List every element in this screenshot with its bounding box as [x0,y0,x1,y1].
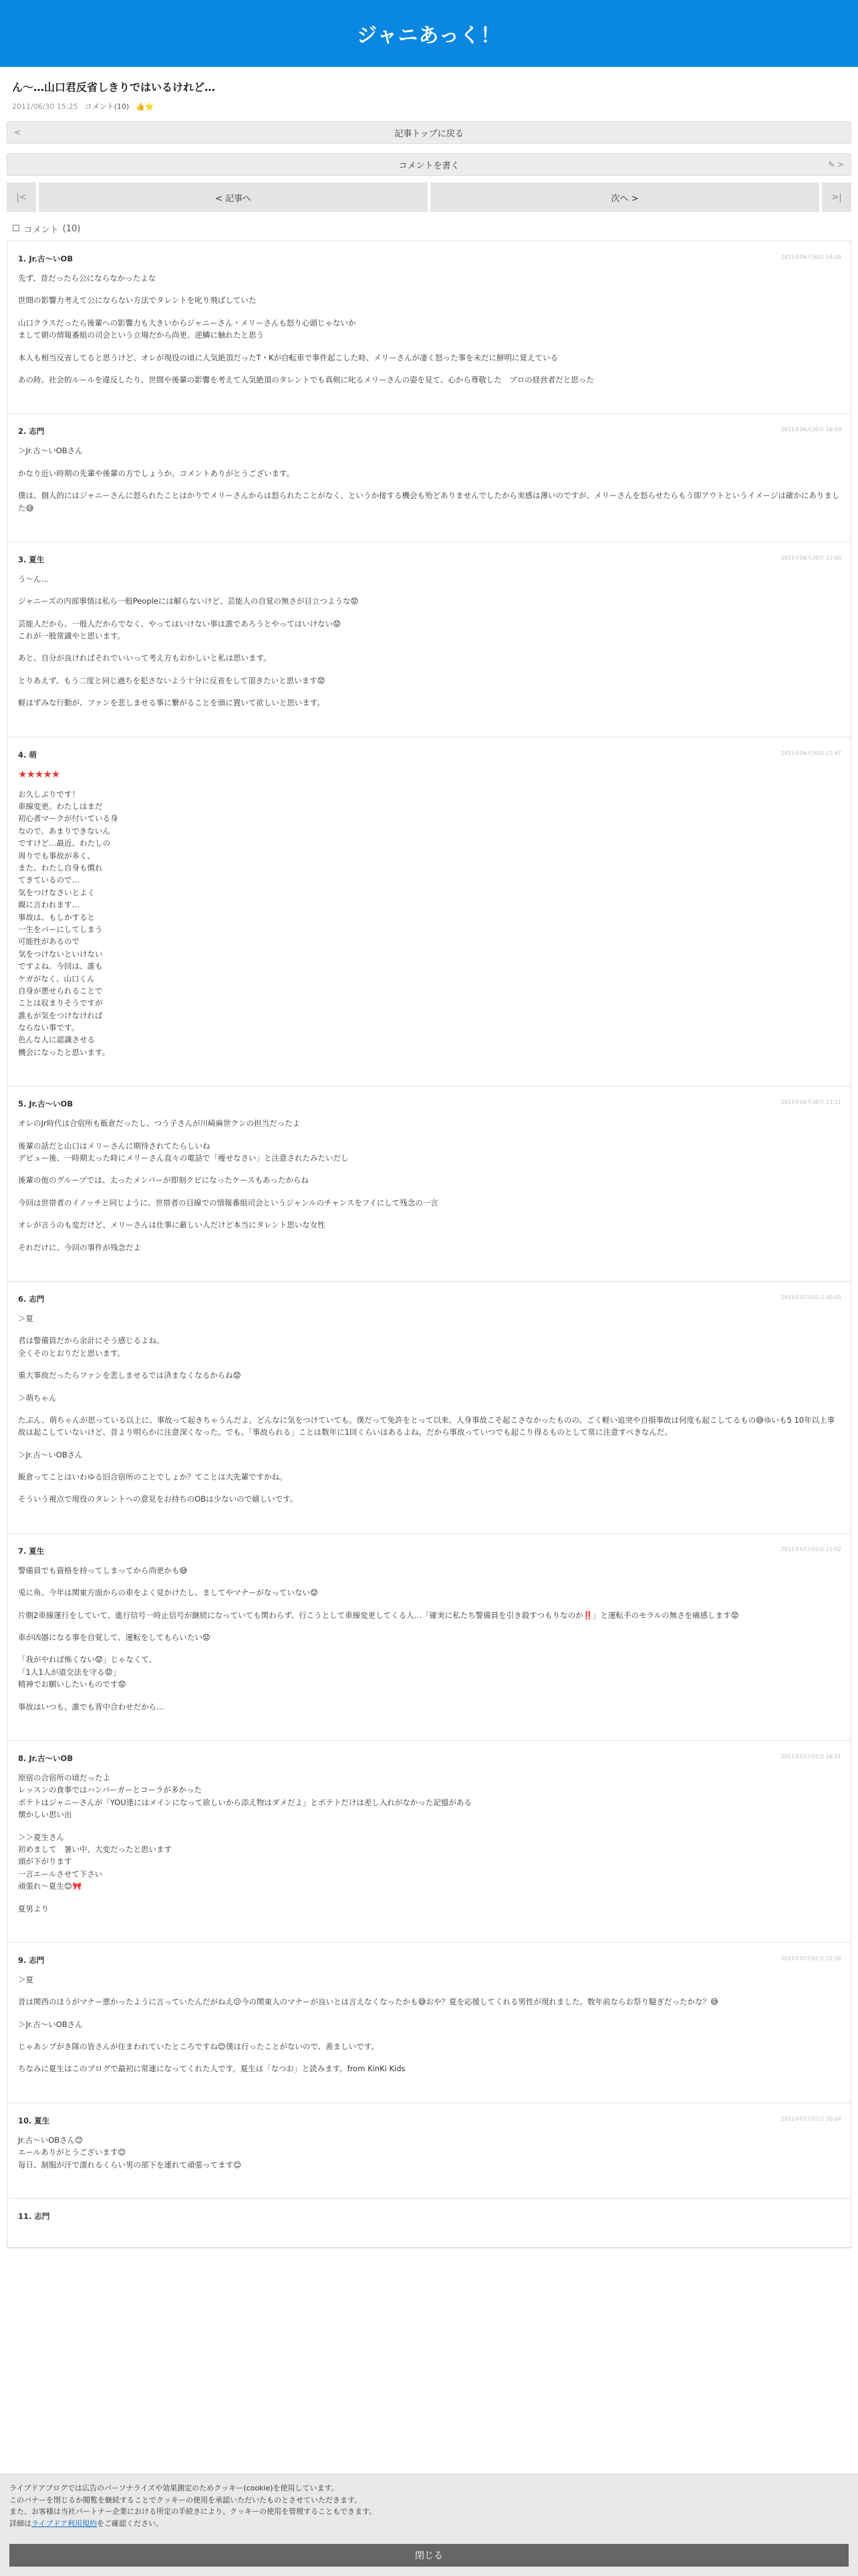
comment-paragraph: う〜ん… [18,574,49,584]
comment-date: 2011年07月01日 16:21 [780,1754,841,1760]
comment-paragraph: 事故はいつも、誰でも背中合わせだから… [18,1702,164,1712]
comment-item [7,542,851,737]
comment-paragraph: 本人も相当反省してると思うけど、オレが現役の頃に人気絶頂だったT・Kが自転車で事件起こした時、メリーさんが凄く怒った事を未だに鮮明に覚えている [18,352,559,362]
cookie-text [0,2474,858,2529]
comment-header [18,1546,841,1556]
comment-paragraph: たぶん、萌ちゃんが思っている以上に、事故って起きちゃうんだよ。どんなに気をつけていても。僕だって免許をとって以来、人身事故こそ起こさなかったものの、ごく軽い追突や自損事故は何度も起こしてるもの😅ゆいも5 10年以上事故は起こしていないけど、昔より明らかに注意深くなった。でも、「事故られる」ことは数年に1回くらいはあるよね。だから事故っていつでも起こり得るものとして常に注意すべきなんだ。 [18,1415,835,1437]
cookie-line-post: をご確認ください。 [97,2519,164,2528]
comment-paragraph: ＞Jr.古〜いOBさん [18,446,83,456]
cookie-line [9,2518,849,2530]
comment-paragraph: ＞Jr.古〜いOBさん [18,2019,83,2029]
last-page-button[interactable]: >| [822,183,851,212]
comment-header [18,2211,841,2222]
terms-link[interactable]: ライブドア利用規約 [31,2519,98,2528]
comment-author: 2. 志門 [18,427,45,437]
comment-body [18,573,841,709]
back-to-article-top-button[interactable] [7,121,851,144]
comment-date: 2011年06月30日 16:59 [780,427,841,433]
comment-body [18,788,841,1059]
comment-author: 9. 志門 [18,1955,45,1965]
cookie-banner [0,2474,858,2576]
comment-date: 2011年07月01日 00:00 [780,1294,841,1300]
comment-body [18,1117,841,1254]
site-header [0,0,858,67]
comment-paragraph: 世間の影響力考えて公にならない方法でタレントを叱り飛ばしていた [18,296,257,306]
cookie-line: ライブドアブログでは広告のパーソナライズや効果測定のためクッキー(cookie)を使用しています。 [9,2484,339,2492]
comment-paragraph: 山口クラスだったら後輩への影響力も大きいからジャニーさん・メリーさんも怒り心頭じゃないか まして朝の情報番組の司会という立場だから尚更、逆鱗に触れたと思う [18,318,356,340]
comment-item [7,1943,851,2103]
comment-paragraph: 飯倉ってことはいわゆる旧合宿所のことでしょか？てことは大先輩ですかね。 [18,1472,287,1482]
comment-paragraph: オレのJr時代は合宿所も飯倉だったし、つう子さんが川崎麻世クンの担当だったよ [18,1119,301,1129]
comment-header [18,554,841,565]
comment-paragraph: Jr.古〜いOBさん😊 エールありがとうございます😊 毎日、制服が汗で濡れるくらい男の部下を連れて頑張ってます😊 [18,2135,241,2170]
comment-header [18,426,841,437]
comment-paragraph: あと、自分が良ければそれでいいって考え方もおかしいと私は思います。 [18,653,271,663]
pager [7,183,851,212]
cookie-line: このバナーを閉じるか閲覧を継続することでクッキーの使用を承認いただいたものとさせていただきます。 [9,2495,362,2504]
comment-paragraph: 軽はずみな行動が、ファンを悲しませる事に繋がることを頭に置いて欲しいと思います。 [18,698,325,708]
comments-count: (10) [62,224,81,234]
article-header [0,67,858,118]
comment-header [18,1098,841,1109]
comment-date: 2011年06月30日 16:00 [780,254,841,260]
article-datetime: 2011/06/30 15:25 [12,102,78,111]
comment-paragraph: 今回は世帯者のイノッチと同じように、世帯者の目線での情報番組司会というジャンルのチャンスをフイにして残念の一言 [18,1197,438,1207]
rating-icon: 👍⭐ [136,102,154,111]
comment-header [18,1955,841,1966]
comment-paragraph: オレが言うのも変だけど、メリーさんは仕事に厳しい人だけど本当にタレント思いな女性 [18,1220,325,1230]
comment-paragraph: ＞萌ちゃん [18,1393,57,1403]
comment-date: 2011年06月30日 22:00 [780,554,841,561]
comment-author: 1. Jr.古〜いOB [18,254,74,263]
comment-item [7,1282,851,1534]
site-title[interactable]: ジャニあっく！ [356,24,502,47]
write-comment-button[interactable] [7,153,851,176]
comment-item [7,1741,851,1943]
comment-header [18,2115,841,2126]
comment-body [18,1564,841,1713]
comment-paragraph: 君は警備員だから余計にそう感じるよね。 全くそのとおりだと思います。 [18,1336,164,1358]
comment-paragraph: 兎に角、今年は関東方面からの車をよく見かけたし、ましてやマナーがなっていない😟 [18,1588,318,1598]
comment-author: 3. 夏生 [18,554,45,564]
comment-paragraph: ＞夏 [18,1974,33,1984]
comment-body [18,445,841,514]
comment-paragraph: ちなみに夏生はこのブログで最初に常連になってくれた人です。夏生は「なつお」と読みます。from KinKi Kids [18,2064,406,2074]
back-to-article-top-label: 記事トップに戻る [394,128,464,139]
comment-paragraph: 僕は、個人的にはジャニーさんに怒られたことはかりでメリーさんからは怒られたことがなく、というか接する機会も殆どありませんでしたから実感は薄いのですが、メリーさんを怒らせたらもう即アウトというイメージは確かにありました😅 [18,491,840,513]
comment-paragraph: ＞＞夏生さん 初めまして 暑い中、大変だったと思います 頭が下がります 一言エールさせて下さい 頑張れ〜夏生😊🎀 [18,1832,172,1891]
first-page-button[interactable]: |< [7,183,36,212]
pencil-icon: ✎ > [828,160,844,169]
comments-header [12,223,846,235]
comment-list [7,241,851,2248]
comment-paragraph: とりあえず、もう二度と同じ過ちを犯さないよう十分に反省をして頂きたいと思います😟 [18,675,325,685]
close-cookie-button[interactable]: 閉じる [9,2544,849,2567]
comment-header [18,1753,841,1764]
comment-author: 11. 志門 [18,2212,50,2222]
comment-author: 8. Jr.古〜いOB [18,1754,74,1763]
comment-item [7,414,851,542]
comment-author: 6. 志門 [18,1294,45,1304]
comment-date: 2011年06月30日 23:11 [780,1099,841,1106]
article-meta [12,101,846,112]
comment-item [7,241,851,414]
comment-body [18,1974,841,2075]
comment-author: 10. 夏生 [18,2115,50,2125]
comment-date: 2011年07月01日 11:02 [780,1546,841,1552]
comment-item [7,737,851,1087]
comment-date: 2011年07月01日 21:56 [780,1955,841,1962]
chevron-left-icon: < [14,128,21,137]
comment-paragraph: 後輩の話だと山口はメリーさんに期待されてたらしいね デビュー後、一時期太った時にメリーさん直々の電話で「痩せなさい」と注意されたみたいだし [18,1141,349,1163]
comment-paragraph: それだけに、今回の事件が残念だよ [18,1242,141,1252]
comment-paragraph: ジャニーズの内部事情は私ら一般Peopleには解らないけど、芸能人の自覚の無さが目立つような😟 [18,596,359,606]
cookie-line: また、お客様は当社パートナー企業における所定の手続きにより、クッキーの使用を管理することもできます。 [9,2507,377,2516]
comment-body [18,1772,841,1915]
star-rating-icon: ★★★★★ [18,768,60,780]
comment-date: 2011年07月02日 20:04 [780,2115,841,2122]
comment-author: 7. 夏生 [18,1546,45,1556]
article-title: ん〜…山口君反省しきりではいるけれど… [12,81,216,94]
comment-date: 2011年06月30日 22:47 [780,749,841,756]
article-comment-count[interactable]: コメント(10) [84,102,130,111]
comment-paragraph: 先ず、昔だったら公にならなかったよな [18,273,156,283]
comment-paragraph: 昔は関西のほうがマナー悪かったように言っていたんだがねえ😕今の関東人のマナーが良いとは言えなくなったかも😅おや？夏を応援してくれる男性が現れました。数年前ならお祭り騒ぎだったかな？😅 [18,1997,718,2007]
comment-author: 5. Jr.古〜いOB [18,1099,74,1109]
prev-article-button[interactable]: < 記事へ [39,183,428,212]
comment-paragraph: 芸能人だから、一般人だからでなく、やってはいけない事は誰であろうとやってはいけない😟 これが一般常識やと思います。 [18,618,341,641]
comment-item [7,2103,851,2199]
comment-paragraph: ＞Jr.古〜いOBさん [18,1449,83,1459]
comment-paragraph: 車が凶器になる事を自覚して、運転をしてもらいたい😟 [18,1633,210,1643]
comment-author: 4. 萌 [18,749,37,759]
comment-paragraph: 片側2車線運行をしていて、進行信号一時止信号が継続になっていても関わらず、行こうとして車線変更してくる人…「確実に私たち警備員を引き殺すつもりなのか‼️」と運転手のモラルの無さを痛感します😟 [18,1610,739,1620]
comment-paragraph: ＞夏 [18,1313,33,1323]
comment-item [7,1086,851,1282]
next-button[interactable]: 次へ > [430,183,819,212]
comment-item [7,1534,851,1741]
comments-label: コメント [23,225,59,235]
comment-body [18,272,841,386]
comment-header [18,253,841,264]
comment-paragraph: 原宿の合宿所の頃だったよ レッスンの食事ではハンバーガーとコーラが多かった ポテトはジャニーさんが「YOU達にはメインになって欲しいから添え物はダメだよ」とポテトだけは差し入れがなかった記憶がある 懐かしい思い出 [18,1773,472,1820]
comment-paragraph: そういう視点で現役のタレントへの意見をお持ちのOBは少ないので嬉しいです。 [18,1494,298,1504]
cookie-line-pre: 詳細は [9,2519,31,2528]
comment-icon: ☐ [12,224,20,234]
comment-paragraph: 「我がやれば怖くない😟」じゃなくて、 「1人1人が道交法を守る😟」 精神でお願いしたいものです😟 [18,1655,157,1689]
comment-body [18,2134,841,2171]
comment-header [18,749,841,760]
comment-body [18,1312,841,1506]
comment-paragraph: かなり近い時期の先輩や後輩の方でしょうか。コメントありがとうございます。 [18,468,295,478]
comment-paragraph: お久しぶりです！ 車線変更。わたしはまだ 初心者マークが付いている身 なので、あまりできないん ですけど…最近、わたしの 周りでも事故が多く、 また、わたし自身も慣れ てきているので… 気をつけなさいとよく 親に言われます… 事故は、もしかすると 一生をパーにしてしまう 可能性があるので 気をつけないといけない ですよね。今回は、誰も ケガがなく、山口くん 自身が悪せられることで ことは収まりそうですが 誰もが気をつけなければ ならない事です。 色んな人に認識させる 機会になったと思います。 [18,789,118,1057]
comment-paragraph: じゃあシブがき隊の皆さんが住まわれていたところですね😊僕は行ったことがないので、羨ましいです。 [18,2042,379,2052]
write-comment-label: コメントを書く [398,160,460,171]
comment-paragraph: あの時、社会的ルールを違反したり、世間や後輩の影響を考えて人気絶頂のタレントでも真剣に叱るメリーさんの姿を見て、心から尊敬した プロの経営者だと思った [18,374,594,384]
comment-paragraph: 後輩の他のグループでは、太ったメンバーが即刻クビになったケースもあったからね [18,1175,309,1185]
comment-paragraph: 夏男より [18,1903,49,1913]
comment-item [7,2199,851,2248]
comment-paragraph: 警備員でも資格を持ってしまってから尚更かも😅 [18,1565,188,1575]
comment-header [18,1294,841,1304]
comment-paragraph: 重大事故だったらファンを悲しませるでは済まなくなるからね😟 [18,1371,241,1381]
